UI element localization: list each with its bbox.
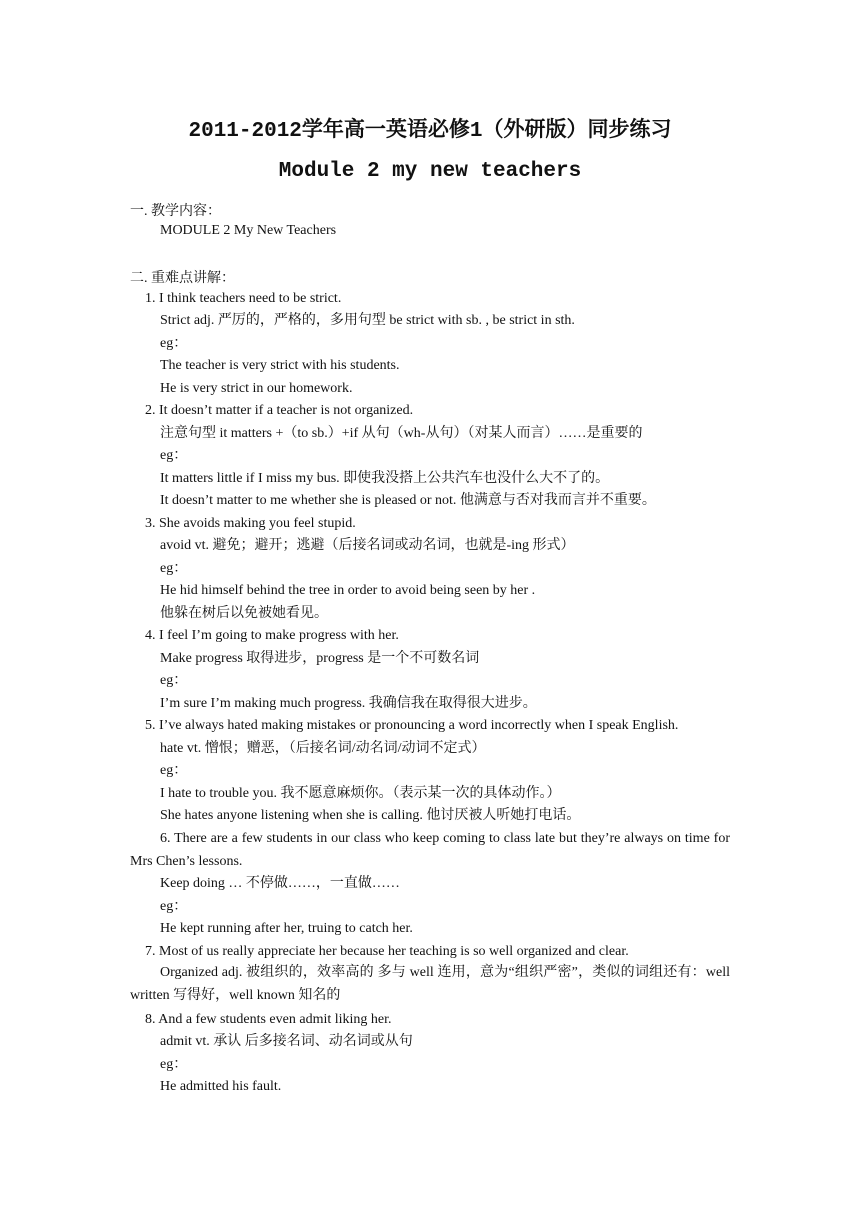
item-1-line: The teacher is very strict with his students.: [160, 358, 400, 373]
item-7-note: Organized adj. 被组织的，效率高的 多与 well 连用，意为“组织严密”，类似的词组还有：well written 写得好，well known 知名的: [130, 965, 730, 1003]
item-6-line: eg：: [160, 899, 188, 914]
item-5-line: hate vt. 憎恨；赠恶，（后接名词/动名词/动词不定式）: [160, 741, 486, 756]
item-2-sentence: 2. It doesn’t matter if a teacher is not organized.: [145, 403, 414, 418]
item-6-line: He kept running after her, truing to catch her.: [160, 921, 413, 936]
item-6-sentence: 6. There are a few students in our class who keep coming to class late but they’re always on time for Mrs Chen’s lessons.: [130, 831, 730, 869]
item-7-sentence: 7. Most of us really appreciate her because her teaching is so well organized and clear.: [145, 944, 629, 959]
item-3-line: 他躲在树后以免被她看见。: [160, 606, 328, 621]
item-6-line: Keep doing … 不停做……，一直做……: [160, 876, 400, 891]
item-5-line: She hates anyone listening when she is calling. 他讨厌被人听她打电话。: [160, 808, 581, 823]
document-subtitle: Module 2 my new teachers: [278, 160, 582, 183]
item-1-sentence: 1. I think teachers need to be strict.: [145, 291, 342, 306]
item-2-line: 注意句型 it matters +（to sb.）+if 从句（wh-从句）（对某人而言）……是重要的: [160, 426, 643, 441]
document-title: 2011-2012学年高一英语必修1（外研版）同步练习: [188, 120, 672, 143]
section1-heading: 一. 教学内容：: [130, 204, 221, 219]
item-1-line: Strict adj. 严厉的，严格的，多用句型 be strict with sb. , be strict in sth.: [160, 313, 575, 328]
item-5-sentence: 5. I’ve always hated making mistakes or pronouncing a word incorrectly when I speak English.: [145, 718, 679, 733]
item-4-sentence: 4. I feel I’m going to make progress with her.: [145, 628, 399, 643]
item-3-sentence: 3. She avoids making you feel stupid.: [145, 516, 356, 531]
item-3-line: avoid vt. 避免；避开；逃避（后接名词或动名词，也就是-ing 形式）: [160, 538, 575, 553]
section2-heading: 二. 重难点讲解：: [130, 271, 235, 286]
item-2-line: It doesn’t matter to me whether she is pleased or not. 他满意与否对我而言并不重要。: [160, 493, 656, 508]
item-4-line: Make progress 取得进步，progress 是一个不可数名词: [160, 651, 480, 666]
item-4-line: eg：: [160, 673, 188, 688]
item-5-line: eg：: [160, 763, 188, 778]
item-2-line: eg：: [160, 448, 188, 463]
item-4-line: I’m sure I’m making much progress. 我确信我在取得很大进步。: [160, 696, 537, 711]
item-8-line: eg：: [160, 1057, 188, 1072]
item-8-sentence: 8. And a few students even admit liking her.: [145, 1012, 392, 1027]
item-5-line: I hate to trouble you. 我不愿意麻烦你。（表示某一次的具体动作。）: [160, 786, 561, 801]
item-8-line: admit vt. 承认 后多接名词、动名词或从句: [160, 1034, 413, 1049]
item-8-line: He admitted his fault.: [160, 1079, 282, 1094]
item-3-line: eg：: [160, 561, 188, 576]
item-3-line: He hid himself behind the tree in order to avoid being seen by her .: [160, 583, 536, 598]
item-1-line: eg：: [160, 336, 188, 351]
item-2-line: It matters little if I miss my bus. 即使我没搭上公共汽车也没什么大不了的。: [160, 471, 610, 486]
item-1-line: He is very strict in our homework.: [160, 381, 353, 396]
section1-content: MODULE 2 My New Teachers: [160, 223, 337, 238]
